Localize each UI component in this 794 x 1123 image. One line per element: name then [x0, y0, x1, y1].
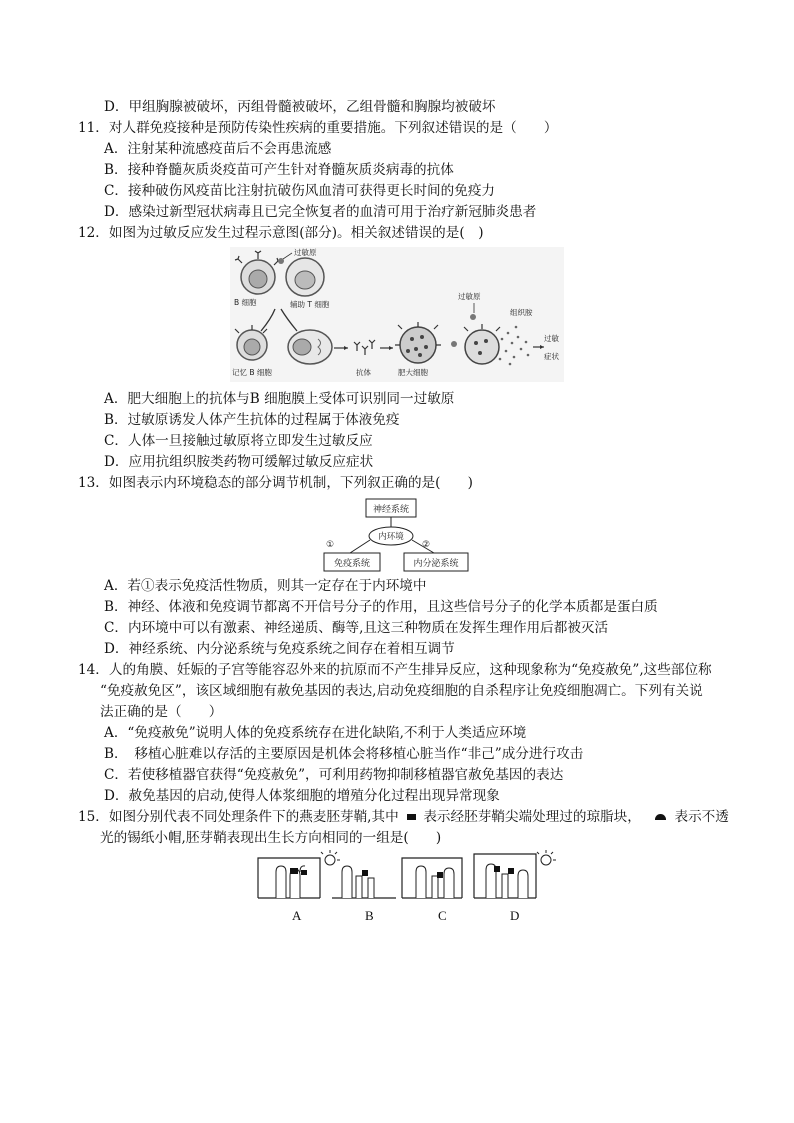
q14-option-b: B． 移植心脏难以存活的主要原因是机体会将移植心脏当作“非己”成分进行攻击	[104, 746, 584, 762]
q10-option-d: D．甲组胸腺被破坏，丙组骨髓被破坏，乙组骨髓和胸腺均被破坏	[104, 99, 496, 115]
q15-stem-line2: 光的锡纸小帽,胚芽鞘表现出生长方向相同的一组是( )	[100, 830, 442, 846]
q15-stem-part1: 15．如图分别代表不同处理条件下的燕麦胚芽鞘,其中	[78, 809, 399, 825]
q15-stem-part2: 表示经胚芽鞘尖端处理过的琼脂块，	[423, 809, 641, 825]
label-immune: 免疫系统	[333, 559, 371, 569]
q11-option-a: A．注射某种流感疫苗后不会再患流感	[104, 141, 332, 157]
q11-option-d: D．感染过新型冠状病毒且已完全恢复者的血清可用于治疗新冠肺炎患者	[104, 204, 537, 220]
setup-c	[402, 858, 462, 898]
q11-stem: 11．对人群免疫接种是预防传染性疾病的重要措施。下列叙述错误的是（ ）	[78, 120, 558, 136]
coleoptile-figure	[256, 850, 556, 905]
q12-option-c: C．人体一旦接触过敏原将立即发生过敏反应	[104, 433, 373, 449]
q13-stem: 13．如图表示内环境稳态的部分调节机制，下列叙正确的是( )	[78, 475, 473, 491]
helper-t-cell-icon	[286, 258, 324, 296]
label-num1: ①	[326, 540, 335, 550]
plasma-cell-icon	[288, 330, 332, 364]
setup-a	[258, 850, 340, 898]
label-allergen-top: 过敏原	[294, 248, 317, 257]
setup-b	[332, 866, 396, 898]
q14-option-c: C．若使移植器官获得“免疫赦免”，可利用药物抑制移植器官赦免基因的表达	[104, 767, 564, 783]
allergen-dot-mid	[451, 341, 457, 347]
label-b-cell: B 细胞	[234, 298, 257, 307]
regulation-figure	[322, 497, 472, 575]
q13-option-b: B．神经、体液和免疫调节都离不开信号分子的作用，且这些信号分子的化学本质都是蛋白质	[104, 599, 658, 615]
q11-option-c: C．接种破伤风疫苗比注射抗破伤风血清可获得更长时间的免疫力	[104, 183, 496, 199]
q12-option-b: B．过敏原诱发人体产生抗体的过程属于体液免疫	[104, 412, 400, 428]
label-symptom-1: 过敏	[544, 334, 559, 343]
q13-option-c: C．内环境中可以有激素、神经递质、酶等,且这三种物质在发挥生理作用后都被灭活	[104, 620, 609, 636]
agar-block-icon	[407, 814, 416, 820]
q14-stem-line1: 14．人的角膜、妊娠的子宫等能容忍外来的抗原而不产生排异反应，这种现象称为“免疫赦免”,这些部位称	[78, 662, 712, 678]
q12-option-d: D．应用抗组织胺类药物可缓解过敏反应症状	[104, 454, 374, 470]
label-num2: ②	[422, 540, 431, 550]
allergy-process-figure	[230, 247, 564, 382]
arrow-env-immune	[350, 540, 370, 553]
foil-cap-icon	[655, 814, 666, 820]
q15-stem-line1	[78, 807, 729, 827]
q12-stem: 12．如图为过敏反应发生过程示意图(部分)。相关叙述错误的是( )	[78, 225, 484, 241]
q11-option-b: B．接种脊髓灰质炎疫苗可产生针对脊髓灰质炎病毒的抗体	[104, 162, 454, 178]
label-mast-cell: 肥大细胞	[398, 368, 428, 377]
q14-option-a: A．“免疫赦免”说明人体的免疫系统存在进化缺陷,不利于人类适应环境	[104, 725, 527, 741]
q15-stem-part3: 表示不透	[674, 809, 729, 825]
figure-label-b: B	[365, 908, 374, 923]
q13-option-a: A．若①表示免疫活性物质，则其一定存在于内环境中	[104, 578, 427, 594]
label-nervous: 神经系统	[372, 505, 410, 515]
figure-label-a: A	[292, 908, 302, 923]
q14-option-d: D．赦免基因的启动,使得人体浆细胞的增殖分化过程出现异常现象	[104, 788, 500, 804]
q13-option-d: D．神经系统、内分泌系统与免疫系统之间存在着相互调节	[104, 641, 455, 657]
q14-stem-line3: 法正确的是（ ）	[100, 704, 223, 720]
label-antibody: 抗体	[356, 368, 371, 377]
label-endocrine: 内分泌系统	[413, 559, 459, 569]
label-symptom-2: 症状	[544, 352, 559, 361]
label-histamine: 组织胺	[510, 308, 533, 317]
label-memory-b: 记忆 B 细胞	[232, 368, 272, 377]
label-internal-env: 内环境	[378, 532, 404, 542]
label-allergen-right: 过敏原	[458, 292, 481, 301]
label-helper-t: 辅助 T 细胞	[290, 300, 330, 309]
figure-label-d: D	[510, 908, 520, 923]
figure-label-c: C	[438, 908, 447, 923]
setup-d	[474, 850, 556, 898]
q12-option-a: A．肥大细胞上的抗体与B 细胞膜上受体可识别同一过敏原	[104, 391, 455, 407]
q14-stem-line2: “免疫赦免区”，该区域细胞有赦免基因的表达,启动免疫细胞的自杀程序让免疫细胞凋亡。下列有关说	[100, 683, 703, 699]
